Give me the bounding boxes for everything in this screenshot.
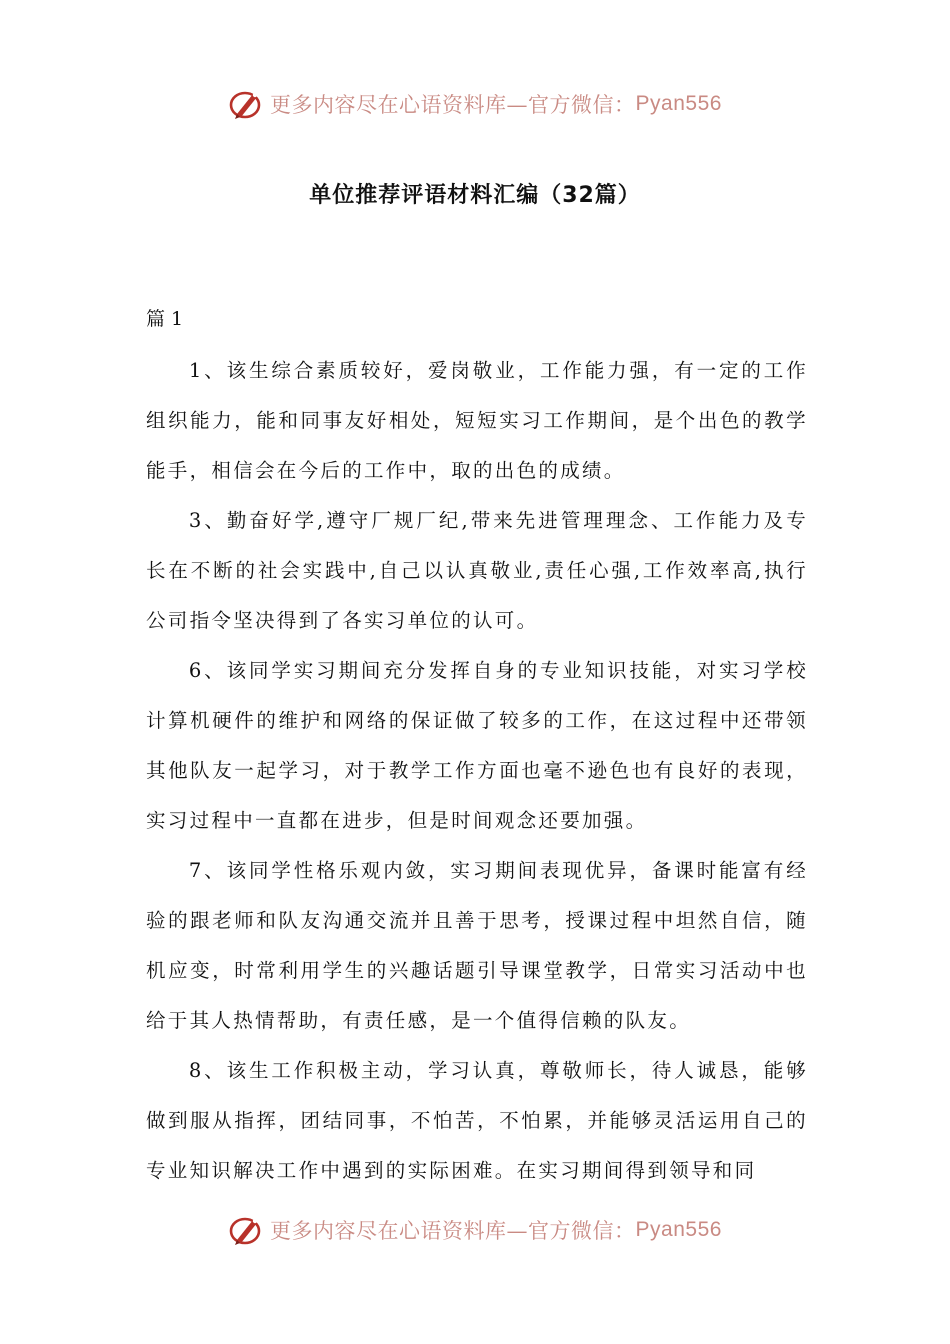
watermark-wechat-id: Pyan556 xyxy=(635,1218,722,1241)
paragraph: 7、该同学性格乐观内敛，实习期间表现优异，备课时能富有经验的跟老师和队友沟通交流并且善于思考，授课过程中坦然自信，随机应变，时常利用学生的兴趣话题引导课堂教学，日常实习活动中也给于其人热情帮助，有责任感，是一个值得信赖的队友。 xyxy=(146,859,808,1032)
document-body xyxy=(146,346,808,1196)
pen-nib-logo-icon xyxy=(228,1212,264,1248)
paragraph: 1、该生综合素质较好，爱岗敬业，工作能力强，有一定的工作组织能力，能和同事友好相处，短短实习工作期间，是个出色的教学能手，相信会在今后的工作中，取的出色的成绩。 xyxy=(146,359,808,482)
watermark-text: 更多内容尽在心语资料库—官方微信： xyxy=(270,1219,636,1243)
footer-watermark xyxy=(0,1208,950,1252)
paragraph: 3、勤奋好学,遵守厂规厂纪,带来先进管理理念、工作能力及专长在不断的社会实践中,自己以认真敬业,责任心强,工作效率高,执行公司指令坚决得到了各实习单位的认可。 xyxy=(146,509,808,632)
pen-nib-logo-icon xyxy=(228,86,264,122)
watermark-wechat-id: Pyan556 xyxy=(635,92,722,115)
document-title: 单位推荐评语材料汇编（32篇） xyxy=(309,183,641,208)
section-label: 篇 1 xyxy=(146,308,184,330)
header-watermark xyxy=(0,82,950,126)
paragraph: 8、该生工作积极主动，学习认真，尊敬师长，待人诚恳，能够做到服从指挥，团结同事，不怕苦，不怕累，并能够灵活运用自己的专业知识解决工作中遇到的实际困难。在实习期间得到领导和同 xyxy=(146,1059,808,1182)
watermark-text: 更多内容尽在心语资料库—官方微信： xyxy=(270,93,636,117)
paragraph: 6、该同学实习期间充分发挥自身的专业知识技能，对实习学校计算机硬件的维护和网络的保证做了较多的工作，在这过程中还带领其他队友一起学习，对于教学工作方面也毫不逊色也有良好的表现，实习过程中一直都在进步，但是时间观念还要加强。 xyxy=(146,659,808,832)
